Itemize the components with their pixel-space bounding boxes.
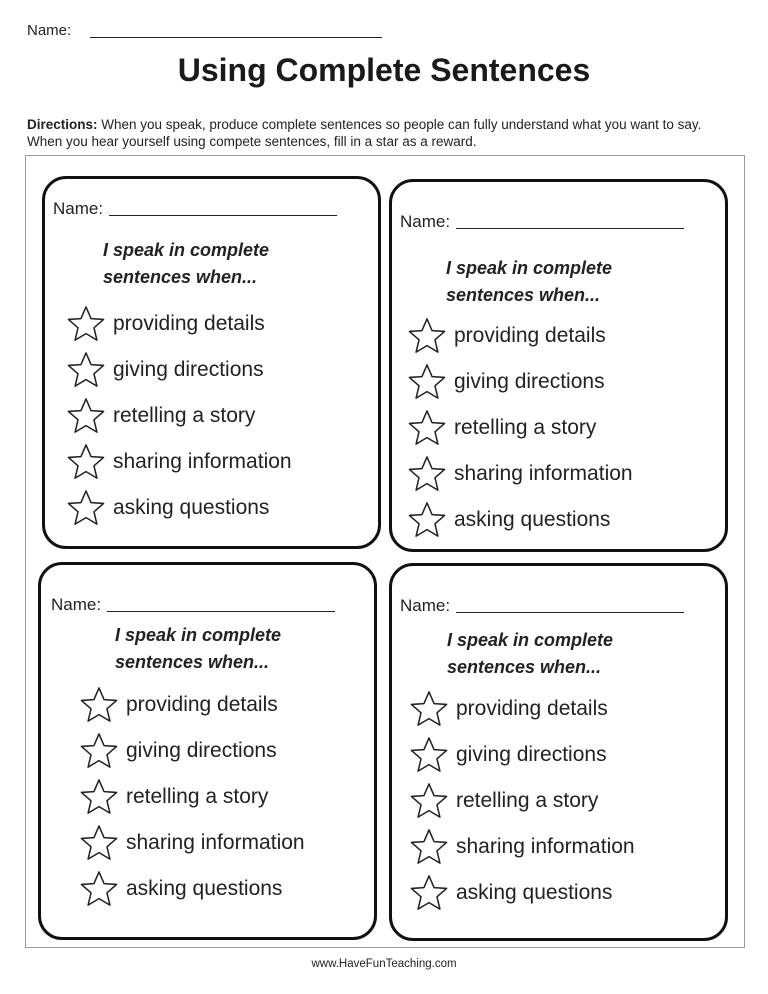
star-outline-icon[interactable] <box>410 690 448 728</box>
list-item <box>408 451 633 497</box>
page-title: Using Complete Sentences <box>177 52 591 88</box>
list-item <box>80 728 305 774</box>
card-name-label: Name: <box>51 595 102 614</box>
card-prompt <box>446 255 612 309</box>
item-label: asking questions <box>126 877 283 900</box>
card-name-field <box>400 596 684 616</box>
list-item <box>67 485 292 531</box>
star-outline-icon[interactable] <box>408 501 446 539</box>
card-name-blank[interactable] <box>456 228 684 229</box>
reward-card-3 <box>38 562 377 940</box>
star-outline-icon[interactable] <box>67 305 105 343</box>
behavior-list <box>67 301 292 531</box>
card-name-field <box>53 199 337 219</box>
item-label: giving directions <box>454 370 605 393</box>
card-prompt-line-2: sentences when... <box>115 652 270 672</box>
list-item <box>410 778 635 824</box>
star-outline-icon[interactable] <box>410 782 448 820</box>
list-item <box>80 820 305 866</box>
card-prompt-line-1: I speak in complete <box>103 240 270 260</box>
reward-card-2 <box>389 179 728 552</box>
item-label: retelling a story <box>456 789 599 812</box>
list-item <box>410 732 635 778</box>
card-prompt-line-2: sentences when... <box>446 285 601 305</box>
list-item <box>67 393 292 439</box>
item-label: sharing information <box>456 835 635 858</box>
list-item <box>410 870 635 916</box>
star-outline-icon[interactable] <box>80 778 118 816</box>
item-label: giving directions <box>126 739 277 762</box>
list-item <box>67 301 292 347</box>
star-outline-icon[interactable] <box>408 317 446 355</box>
card-prompt <box>447 627 613 681</box>
card-prompt-line-2: sentences when... <box>447 657 602 677</box>
item-label: retelling a story <box>126 785 269 808</box>
list-item <box>410 686 635 732</box>
card-name-label: Name: <box>53 199 104 218</box>
star-outline-icon[interactable] <box>67 489 105 527</box>
star-outline-icon[interactable] <box>67 397 105 435</box>
card-prompt-line-1: I speak in complete <box>447 630 614 650</box>
star-outline-icon[interactable] <box>80 870 118 908</box>
star-outline-icon[interactable] <box>408 455 446 493</box>
star-outline-icon[interactable] <box>67 351 105 389</box>
list-item <box>410 824 635 870</box>
star-outline-icon[interactable] <box>410 874 448 912</box>
behavior-list <box>410 686 635 916</box>
list-item <box>408 359 633 405</box>
item-label: providing details <box>126 693 278 716</box>
item-label: sharing information <box>454 462 633 485</box>
item-label: retelling a story <box>113 404 256 427</box>
reward-card-4 <box>389 563 728 941</box>
list-item <box>80 682 305 728</box>
item-label: sharing information <box>126 831 305 854</box>
reward-card-1 <box>42 176 381 549</box>
item-label: asking questions <box>113 496 270 519</box>
item-label: providing details <box>454 324 606 347</box>
card-prompt-line-1: I speak in complete <box>446 258 613 278</box>
list-item <box>80 866 305 912</box>
item-label: giving directions <box>113 358 264 381</box>
card-prompt <box>115 622 281 676</box>
list-item <box>408 313 633 359</box>
card-name-label: Name: <box>400 212 451 231</box>
card-prompt-line-2: sentences when... <box>103 267 258 287</box>
behavior-list <box>80 682 305 912</box>
star-outline-icon[interactable] <box>80 732 118 770</box>
star-outline-icon[interactable] <box>408 363 446 401</box>
card-name-blank[interactable] <box>456 612 684 613</box>
card-prompt <box>103 237 269 291</box>
card-name-blank[interactable] <box>107 611 335 612</box>
star-outline-icon[interactable] <box>80 824 118 862</box>
list-item <box>408 497 633 543</box>
directions-label: Directions: <box>27 117 98 132</box>
card-prompt-line-1: I speak in complete <box>115 625 282 645</box>
star-outline-icon[interactable] <box>408 409 446 447</box>
item-label: providing details <box>456 697 608 720</box>
card-name-field <box>400 212 684 232</box>
star-outline-icon[interactable] <box>410 828 448 866</box>
directions-text: When you speak, produce complete sentences so people can fully understand what you want to say. When you hear yourself using compete sentences, fill in a star as a reward. <box>27 117 702 149</box>
directions <box>27 116 739 150</box>
page-name-blank[interactable] <box>90 37 382 38</box>
item-label: giving directions <box>456 743 607 766</box>
behavior-list <box>408 313 633 543</box>
page-name-label: Name: <box>27 22 72 39</box>
card-name-blank[interactable] <box>109 215 337 216</box>
item-label: retelling a story <box>454 416 597 439</box>
item-label: asking questions <box>454 508 611 531</box>
star-outline-icon[interactable] <box>410 736 448 774</box>
card-name-field <box>51 595 335 615</box>
list-item <box>80 774 305 820</box>
list-item <box>67 439 292 485</box>
card-name-label: Name: <box>400 596 451 615</box>
list-item <box>67 347 292 393</box>
list-item <box>408 405 633 451</box>
star-outline-icon[interactable] <box>67 443 105 481</box>
item-label: asking questions <box>456 881 613 904</box>
item-label: sharing information <box>113 450 292 473</box>
star-outline-icon[interactable] <box>80 686 118 724</box>
footer-website: www.HaveFunTeaching.com <box>311 958 457 970</box>
item-label: providing details <box>113 312 265 335</box>
